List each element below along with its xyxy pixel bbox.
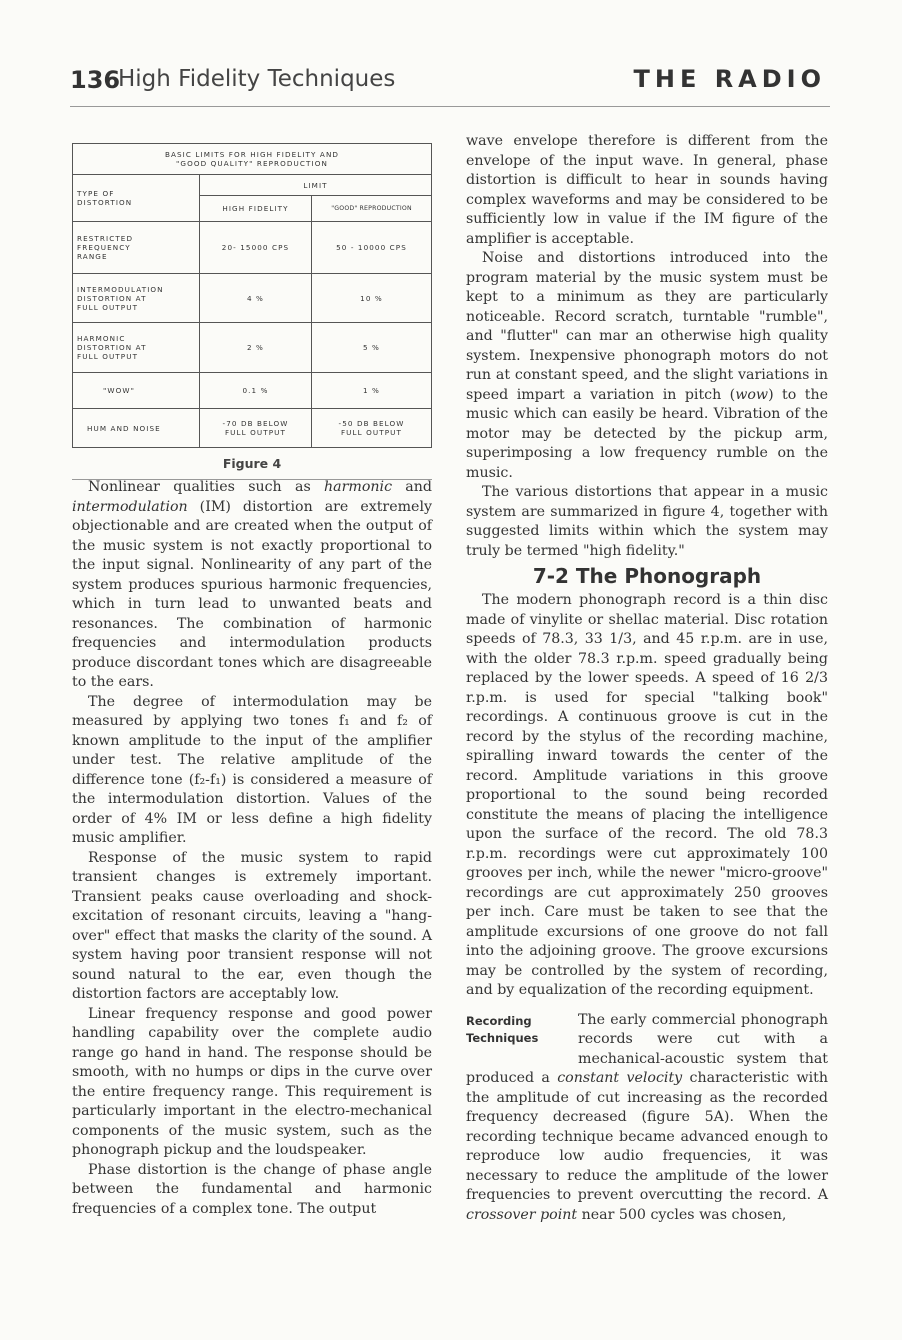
paragraph: The modern phonograph record is a thin disc made of vinylite or shellac material. Disc rotation speeds of 78.3, 33 1/3, and 45 r.p.m. are in use, with the older 78.3 r.p.m. speed gradually being replaced by the lower speeds. A speed of 16 2/3 r.p.m. is used for special "talking book" recordings. A continuous groove is cut in the record by the stylus of the recording machine, spiralling inward towards the center of the record. Amplitude variations in this groove proportional to the sound being recorded constitute the means of placing the intelligence upon the surface of the record. The old 78.3 r.p.m. recordings were cut approximately 100 grooves per inch, while the newer "micro-groove" recordings are cut approximately 250 grooves per inch. Care must be taken to see that the amplitude excursions of one groove do not fall into the adjoining groove. The groove excursions may be controlled by the system of recording, and by equalization of the recording equipment. xyxy=(466,592,828,998)
paragraph: Noise and distortions introduced into the program material by the music system must be kept to a minimum as they are particularly noticeable. Record scratch, turntable "rumble", and "flutter" can mar an otherwise high quality system. Inexpensive phonograph motors do not run at constant speed, and the slight variations in speed impart a variation in pitch (wow) to the music which can easily be heard. Vibration of the motor may be detected by the pickup arm, superimposing a low frequency rumble on the music. xyxy=(466,250,828,481)
type-header-line-2: DISTORTION xyxy=(77,198,133,207)
good-reproduction-value: 1 % xyxy=(312,373,432,409)
table-row xyxy=(73,222,432,274)
paragraph: Linear frequency response and good power handling capability over the complete audio range go hand in hand. The response should be smooth, with no humps or dips in the curve over the entire frequency range. This requirement is particularly important in the electro-mechanical components of the music system, such as the phonograph pickup and the loudspeaker. xyxy=(72,1005,432,1158)
paragraph: Phase distortion is the change of phase angle between the fundamental and harmonic frequencies of a complex tone. The output xyxy=(72,1161,432,1217)
type-of-distortion-header xyxy=(73,175,200,222)
row-header: INTERMODULATION DISTORTION AT FULL OUTPUT xyxy=(73,274,200,323)
side-heading-line-1: Recording xyxy=(466,1013,532,1028)
row-header: HARMONIC DISTORTION AT FULL OUTPUT xyxy=(73,323,200,373)
row-header: RESTRICTED FREQUENCY RANGE xyxy=(73,222,200,274)
high-fidelity-value: 2 % xyxy=(200,323,312,373)
table-row xyxy=(73,274,432,323)
header-rule xyxy=(70,106,830,107)
high-fidelity-column-header: HIGH FIDELITY xyxy=(200,196,312,222)
book-title: High Fidelity Techniques xyxy=(118,66,396,92)
right-column xyxy=(466,132,828,1225)
recording-techniques-block xyxy=(466,1011,828,1226)
row-header: "WOW" xyxy=(73,373,200,409)
page-number: 136 xyxy=(70,66,121,94)
paragraph: wave envelope therefore is different from the envelope of the input wave. In general, phase distortion is difficult to hear in sounds having complex waveforms and may be considered to be sufficiently low in value if the IM figure of the amplifier is acceptable. xyxy=(466,133,828,247)
section-heading: 7-2 The Phonograph xyxy=(532,564,762,588)
good-reproduction-value: -50 DB BELOW FULL OUTPUT xyxy=(312,409,432,448)
side-heading xyxy=(466,1013,538,1047)
paragraph: Nonlinear qualities such as harmonic and intermodulation (IM) distortion are extremely objectionable and are created when the output of the music system is not exactly proportional to the input signal. Nonlinearity of any part of the system produces spurious harmonic frequencies, which in turn lead to unwanted beats and resonances. The combination of harmonic frequencies and intermodulation products produce discordant tones which are disagreeable to the ears. xyxy=(72,479,432,690)
type-header-line-1: TYPE OF xyxy=(77,189,115,198)
paragraph: Response of the music system to rapid transient changes is extremely important. Transient peaks cause overloading and shock-excitation of resonant circuits, leaving a "hang-over" effect that masks the clarity of the sound. A system having poor transient response will not sound natural to the ear, even though the distortion factors are acceptably low. xyxy=(72,849,432,1002)
figure-4 xyxy=(72,143,432,480)
good-reproduction-value: 10 % xyxy=(312,274,432,323)
left-column xyxy=(72,478,432,1219)
paragraph: The various distortions that appear in a music system are summarized in figure 4, together with suggested limits within which the system may truly be termed "high fidelity." xyxy=(466,484,828,559)
paragraph: The early commercial phonograph records were cut with a mechanical-acoustic system that produced a constant velocity characteristic with the amplitude of cut increasing as the recorded frequency decreased (figure 5A). When the recording technique became advanced enough to reproduce low audio frequencies, it was necessary to reduce the amplitude of the lower frequencies to prevent overcutting the record. A crossover point near 500 cycles was chosen, xyxy=(466,1011,829,1223)
good-reproduction-value: 50 - 10000 CPS xyxy=(312,222,432,274)
table-caption-line-1: BASIC LIMITS FOR HIGH FIDELITY AND xyxy=(164,150,340,159)
table-row xyxy=(73,323,432,373)
figure-label: Figure 4 xyxy=(222,456,282,471)
high-fidelity-value: 20- 15000 CPS xyxy=(200,222,312,274)
running-head: THE RADIO xyxy=(633,65,826,93)
table-caption xyxy=(73,144,432,175)
side-heading-line-2: Techniques xyxy=(466,1030,539,1045)
table-row xyxy=(73,373,432,409)
high-fidelity-value: 0.1 % xyxy=(200,373,312,409)
high-fidelity-value: -70 DB BELOW FULL OUTPUT xyxy=(200,409,312,448)
good-reproduction-column-header: "GOOD" REPRODUCTION xyxy=(312,196,432,222)
good-reproduction-value: 5 % xyxy=(312,323,432,373)
limit-header: LIMIT xyxy=(200,175,432,196)
high-fidelity-value: 4 % xyxy=(200,274,312,323)
limits-table xyxy=(72,143,432,448)
table-caption-line-2: "GOOD QUALITY" REPRODUCTION xyxy=(176,159,328,168)
paragraph: The degree of intermodulation may be measured by applying two tones f₁ and f₂ of known amplitude to the input of the amplifier under test. The relative amplitude of the difference tone (f₂-f₁) is considered a measure of the intermodulation distortion. Values of the order of 4% IM or less define a high fidelity music amplifier. xyxy=(72,693,432,846)
row-header: HUM AND NOISE xyxy=(73,409,200,448)
table-row xyxy=(73,409,432,448)
